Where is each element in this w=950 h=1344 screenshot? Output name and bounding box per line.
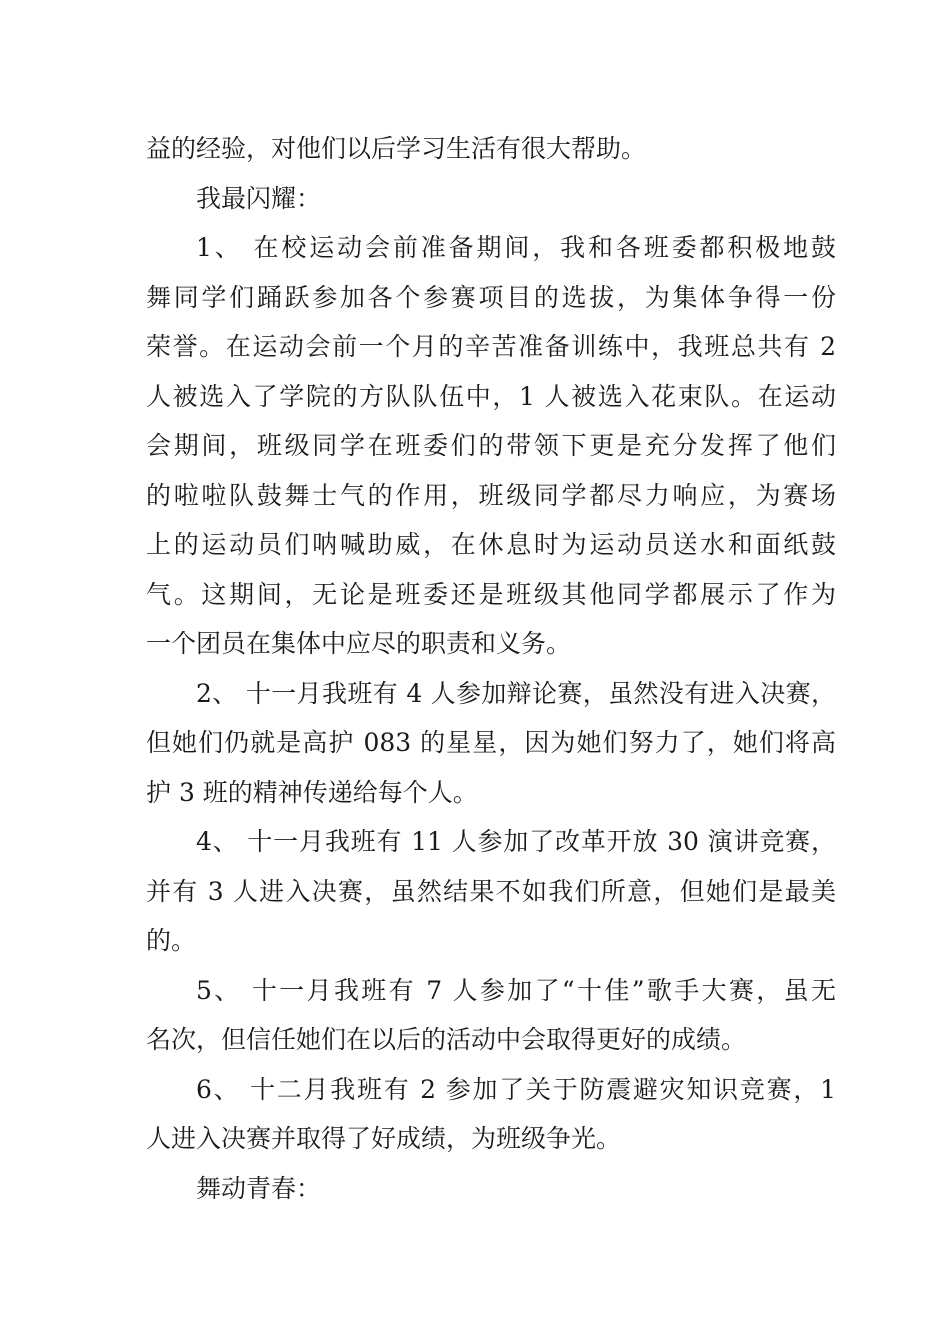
text-line: 人进入决赛并取得了好成绩，为班级争光。 xyxy=(146,1124,622,1153)
text-line: 2、 十一月我班有 4 人参加辩论赛，虽然没有进入决赛， xyxy=(196,678,836,708)
text-line: 上的运动员们呐喊助威，在休息时为运动员送水和面纸鼓 xyxy=(146,530,836,559)
text-line: 6、 十二月我班有 2 参加了关于防震避灾知识竞赛，1 xyxy=(196,1074,836,1104)
text-line: 的。 xyxy=(146,926,197,955)
text-line: 气。这期间，无论是班委还是班级其他同学都展示了作为 xyxy=(146,579,836,609)
text-line: 会期间，班级同学在班委们的带领下更是充分发挥了他们 xyxy=(146,431,836,460)
text-line: 一个团员在集体中应尽的职责和义务。 xyxy=(146,629,572,658)
text-line: 益的经验，对他们以后学习生活有很大帮助。 xyxy=(146,134,647,163)
text-line: 荣誉。在运动会前一个月的辛苦准备训练中，我班总共有 2 xyxy=(146,332,836,361)
text-line: 并有 3 人进入决赛，虽然结果不如我们所意，但她们是最美 xyxy=(146,876,836,906)
text-line: 人被选入了学院的方队队伍中，1 人被选入花束队。在运动 xyxy=(146,381,836,411)
text-line: 的啦啦队鼓舞士气的作用，班级同学都尽力响应，为赛场 xyxy=(146,480,836,510)
text-line: 护 3 班的精神传递给每个人。 xyxy=(146,777,478,807)
document-body xyxy=(146,124,836,1213)
text-line: 1、 在校运动会前准备期间，我和各班委都积极地鼓 xyxy=(196,233,836,262)
text-line: 5、 十一月我班有 7 人参加了“十佳”歌手大赛，虽无 xyxy=(196,975,836,1005)
text-line: 名次，但信任她们在以后的活动中会取得更好的成绩。 xyxy=(146,1025,747,1054)
text-line: 但她们仍就是高护 083 的星星，因为她们努力了，她们将高 xyxy=(146,728,836,757)
text-line: 舞同学们踊跃参加各个参赛项目的选拔，为集体争得一份 xyxy=(146,282,836,312)
section-heading: 舞动青春： xyxy=(196,1173,322,1203)
text-line: 4、 十一月我班有 11 人参加了改革开放 30 演讲竞赛， xyxy=(196,827,836,856)
section-heading: 我最闪耀： xyxy=(196,183,322,213)
